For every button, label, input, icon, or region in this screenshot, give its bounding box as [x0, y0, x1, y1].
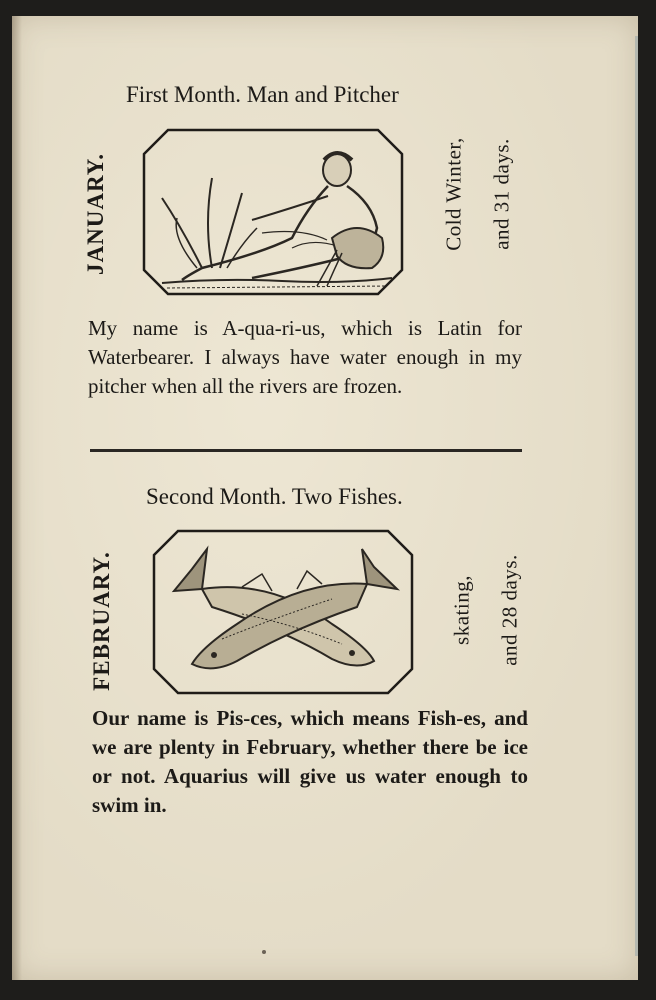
section-heading-january: First Month. Man and Pitcher: [126, 82, 399, 107]
body-text-january: My name is A-qua-ri-us, which is Latin for Waterbearer. I always have water enough in my pitcher when all the rivers are frozen.: [88, 316, 522, 398]
side-note-january-line2: and 31 days.: [489, 138, 514, 250]
side-note-february-line2: and 28 days.: [497, 554, 522, 666]
section-divider: [90, 449, 522, 452]
month-label-january: JANUARY.: [83, 153, 108, 275]
side-note-february-line1: skating,: [449, 575, 474, 645]
aquarius-waterbearer-icon: [142, 128, 404, 296]
body-text-february: Our name is Pis-ces, which means Fish-es, and we are plenty in February, whether there be ice or not. Aquarius will give us water enough to swim in.: [92, 706, 528, 817]
month-label-february: FEBRUARY.: [89, 551, 114, 691]
page-speck: [262, 950, 266, 954]
page-gutter-shadow: [12, 16, 22, 980]
page-edge: [635, 36, 638, 956]
section-heading-february: Second Month. Two Fishes.: [146, 484, 403, 509]
book-page: [12, 16, 638, 980]
side-note-january-line1: Cold Winter,: [441, 137, 466, 251]
pisces-two-fishes-icon: [152, 529, 414, 695]
